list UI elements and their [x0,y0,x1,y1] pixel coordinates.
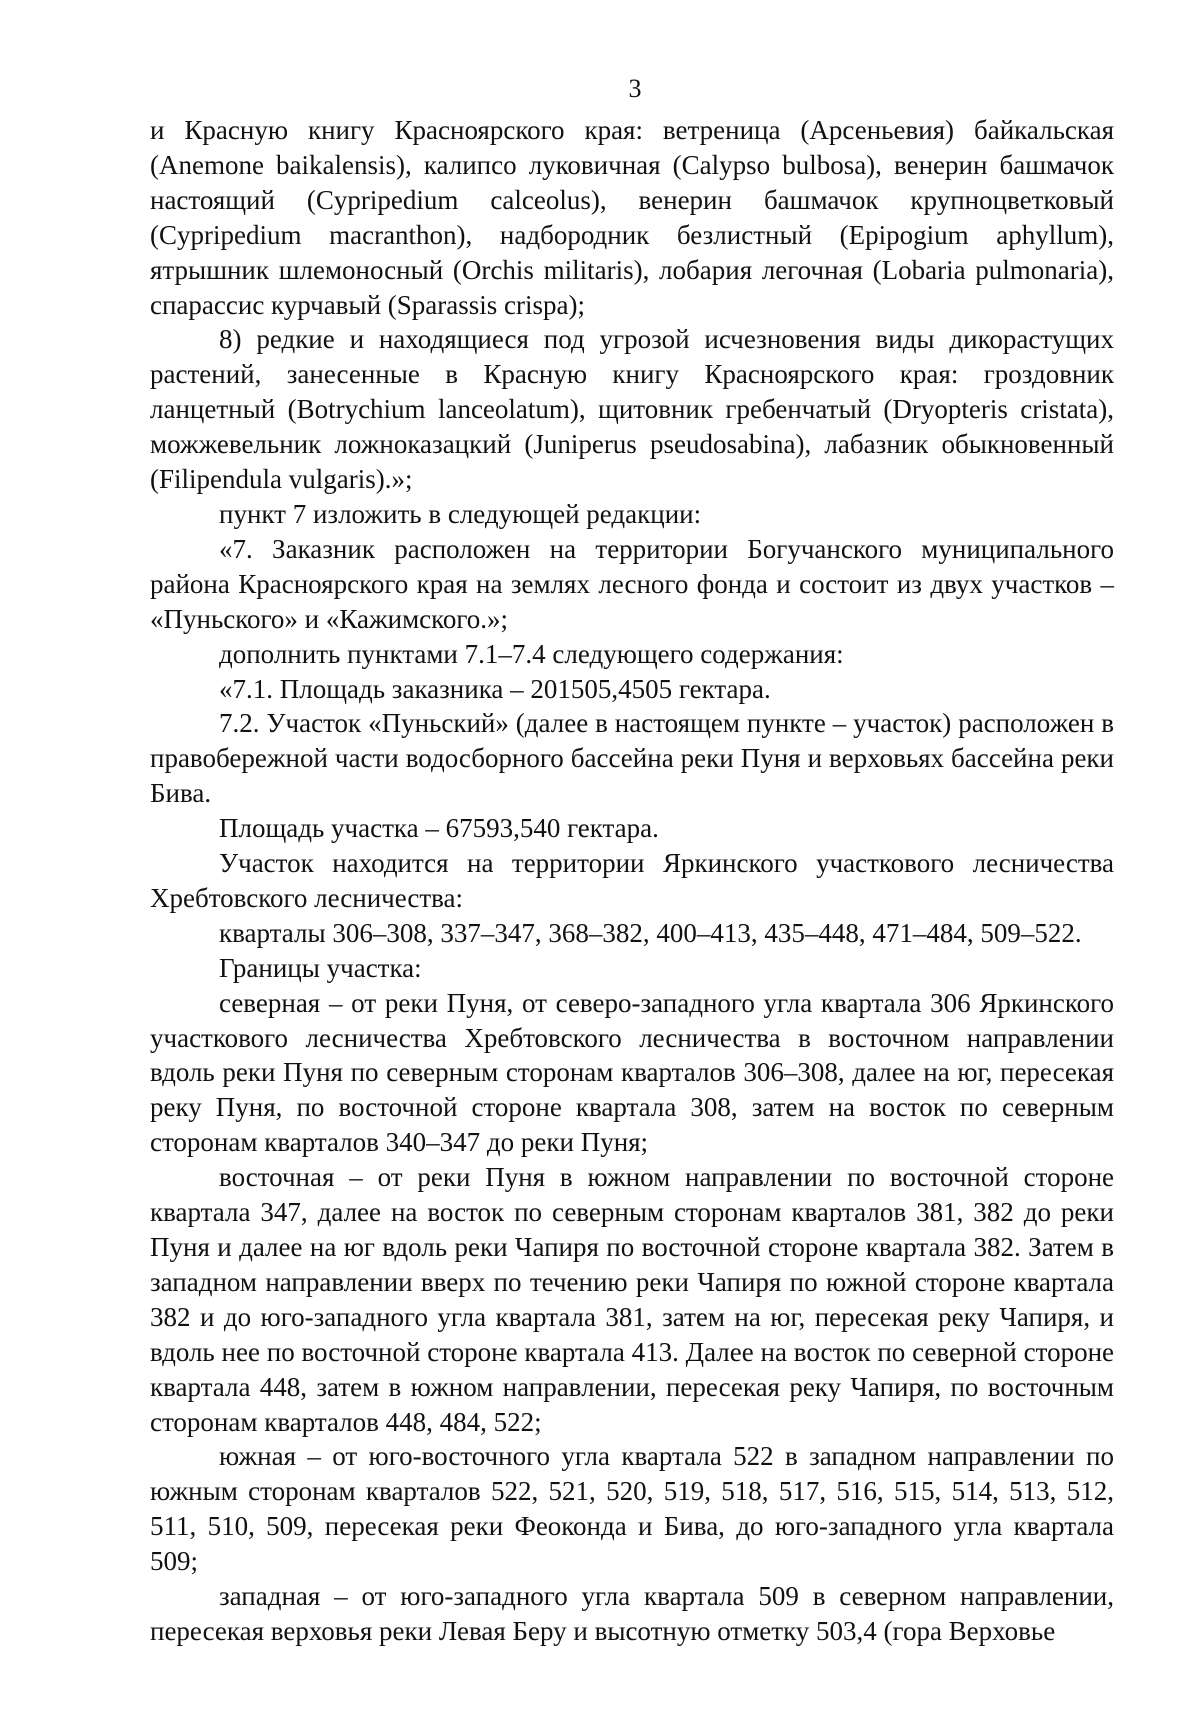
paragraph-point-7-2: 7.2. Участок «Пуньский» (далее в настоящем пункте – участок) расположен в правобережной части водосборного бассейна реки Пуня и верховьях бассейна реки Бива. [150,708,1114,809]
paragraph-point-7-1: «7.1. Площадь заказника – 201505,4505 гектара. [219,673,771,704]
paragraph-boundary-west: западная – от юго-западного угла квартала 509 в северном направлении, пересекая верховья реки Левая Беру и высотную отметку 503,4 (гора Верховье [150,1581,1114,1646]
paragraph-boundary-south: южная – от юго-восточного угла квартала 522 в западном направлении по южным сторонам кварталов 522, 521, 520, 519, 518, 517, 516, 515, 514, 513, 512, 511, 510, 509, пересекая реки Феоконда и Бива, до юго-западного угла квартала 509; [150,1441,1114,1577]
paragraph-point-7: «7. Заказник расположен на территории Богучанского муниципального района Красноярского края на землях лесного фонда и состоит из двух участков – «Пуньского» и «Кажимского.»; [150,533,1114,634]
paragraph-quarters: кварталы 306–308, 337–347, 368–382, 400–413, 435–448, 471–484, 509–522. [219,917,1082,948]
document-body [150,113,1114,1649]
paragraph-area: Площадь участка – 67593,540 гектара. [219,813,659,844]
paragraph-points-7-1-7-4-intro: дополнить пунктами 7.1–7.4 следующего содержания: [219,638,844,669]
paragraph-boundary-north: северная – от реки Пуня, от северо-западного угла квартала 306 Яркинского участкового лесничества Хребтовского лесничества в восточном направлении вдоль реки Пуня по северным сторонам кварталов 306–308, далее на юг, пересекая реку Пуня, по восточной стороне квартала 308, затем на восток по северным сторонам кварталов 340–347 до реки Пуня; [150,987,1114,1158]
paragraph-point-7-intro: пункт 7 изложить в следующей редакции: [219,498,702,529]
paragraph-boundaries-heading: Границы участка: [219,952,422,983]
paragraph-forestry-location: Участок находится на территории Яркинского участкового лесничества Хребтовского лесничества: [150,848,1114,913]
paragraph-protected-plants-list: и Красную книгу Красноярского края: ветреница (Арсеньевия) байкальская (Anemone baikalensis), калипсо луковичная (Calypso bulbosa), венерин башмачок настоящий (Cypripedium calceolus), венерин башмачок крупноцветковый (Cypripedium macranthon), надбородник безлистный (Epipogium aphyllum), ятрышник шлемоносный (Orchis militaris), лобария легочная (Lobaria pulmonaria), спарассис курчавый (Sparassis crispa); [150,115,1114,320]
paragraph-boundary-east: восточная – от реки Пуня в южном направлении по восточной стороне квартала 347, далее на восток по северным сторонам кварталов 381, 382 до реки Пуня и далее на юг вдоль реки Чапиря по восточной стороне квартала 382. Затем в западном направлении вверх по течению реки Чапиря по южной стороне квартала 382 и до юго-западного угла квартала 381, затем на юг, пересекая реку Чапиря, и вдоль нее по восточной стороне квартала 413. Далее на восток по северной стороне квартала 448, затем в южном направлении, пересекая реку Чапиря, по восточным сторонам кварталов 448, 484, 522; [150,1162,1114,1437]
paragraph-item-8: 8) редкие и находящиеся под угрозой исчезновения виды дикорастущих растений, занесенные в Красную книгу Красноярского края: гроздовник ланцетный (Botrychium lanceolatum), щитовник гребенчатый (Dryopteris cristata), можжевельник ложноказацкий (Juniperus pseudosabina), лабазник обыкновенный (Filipendula vulgaris).»; [150,324,1114,495]
page-number: 3 [628,74,642,103]
